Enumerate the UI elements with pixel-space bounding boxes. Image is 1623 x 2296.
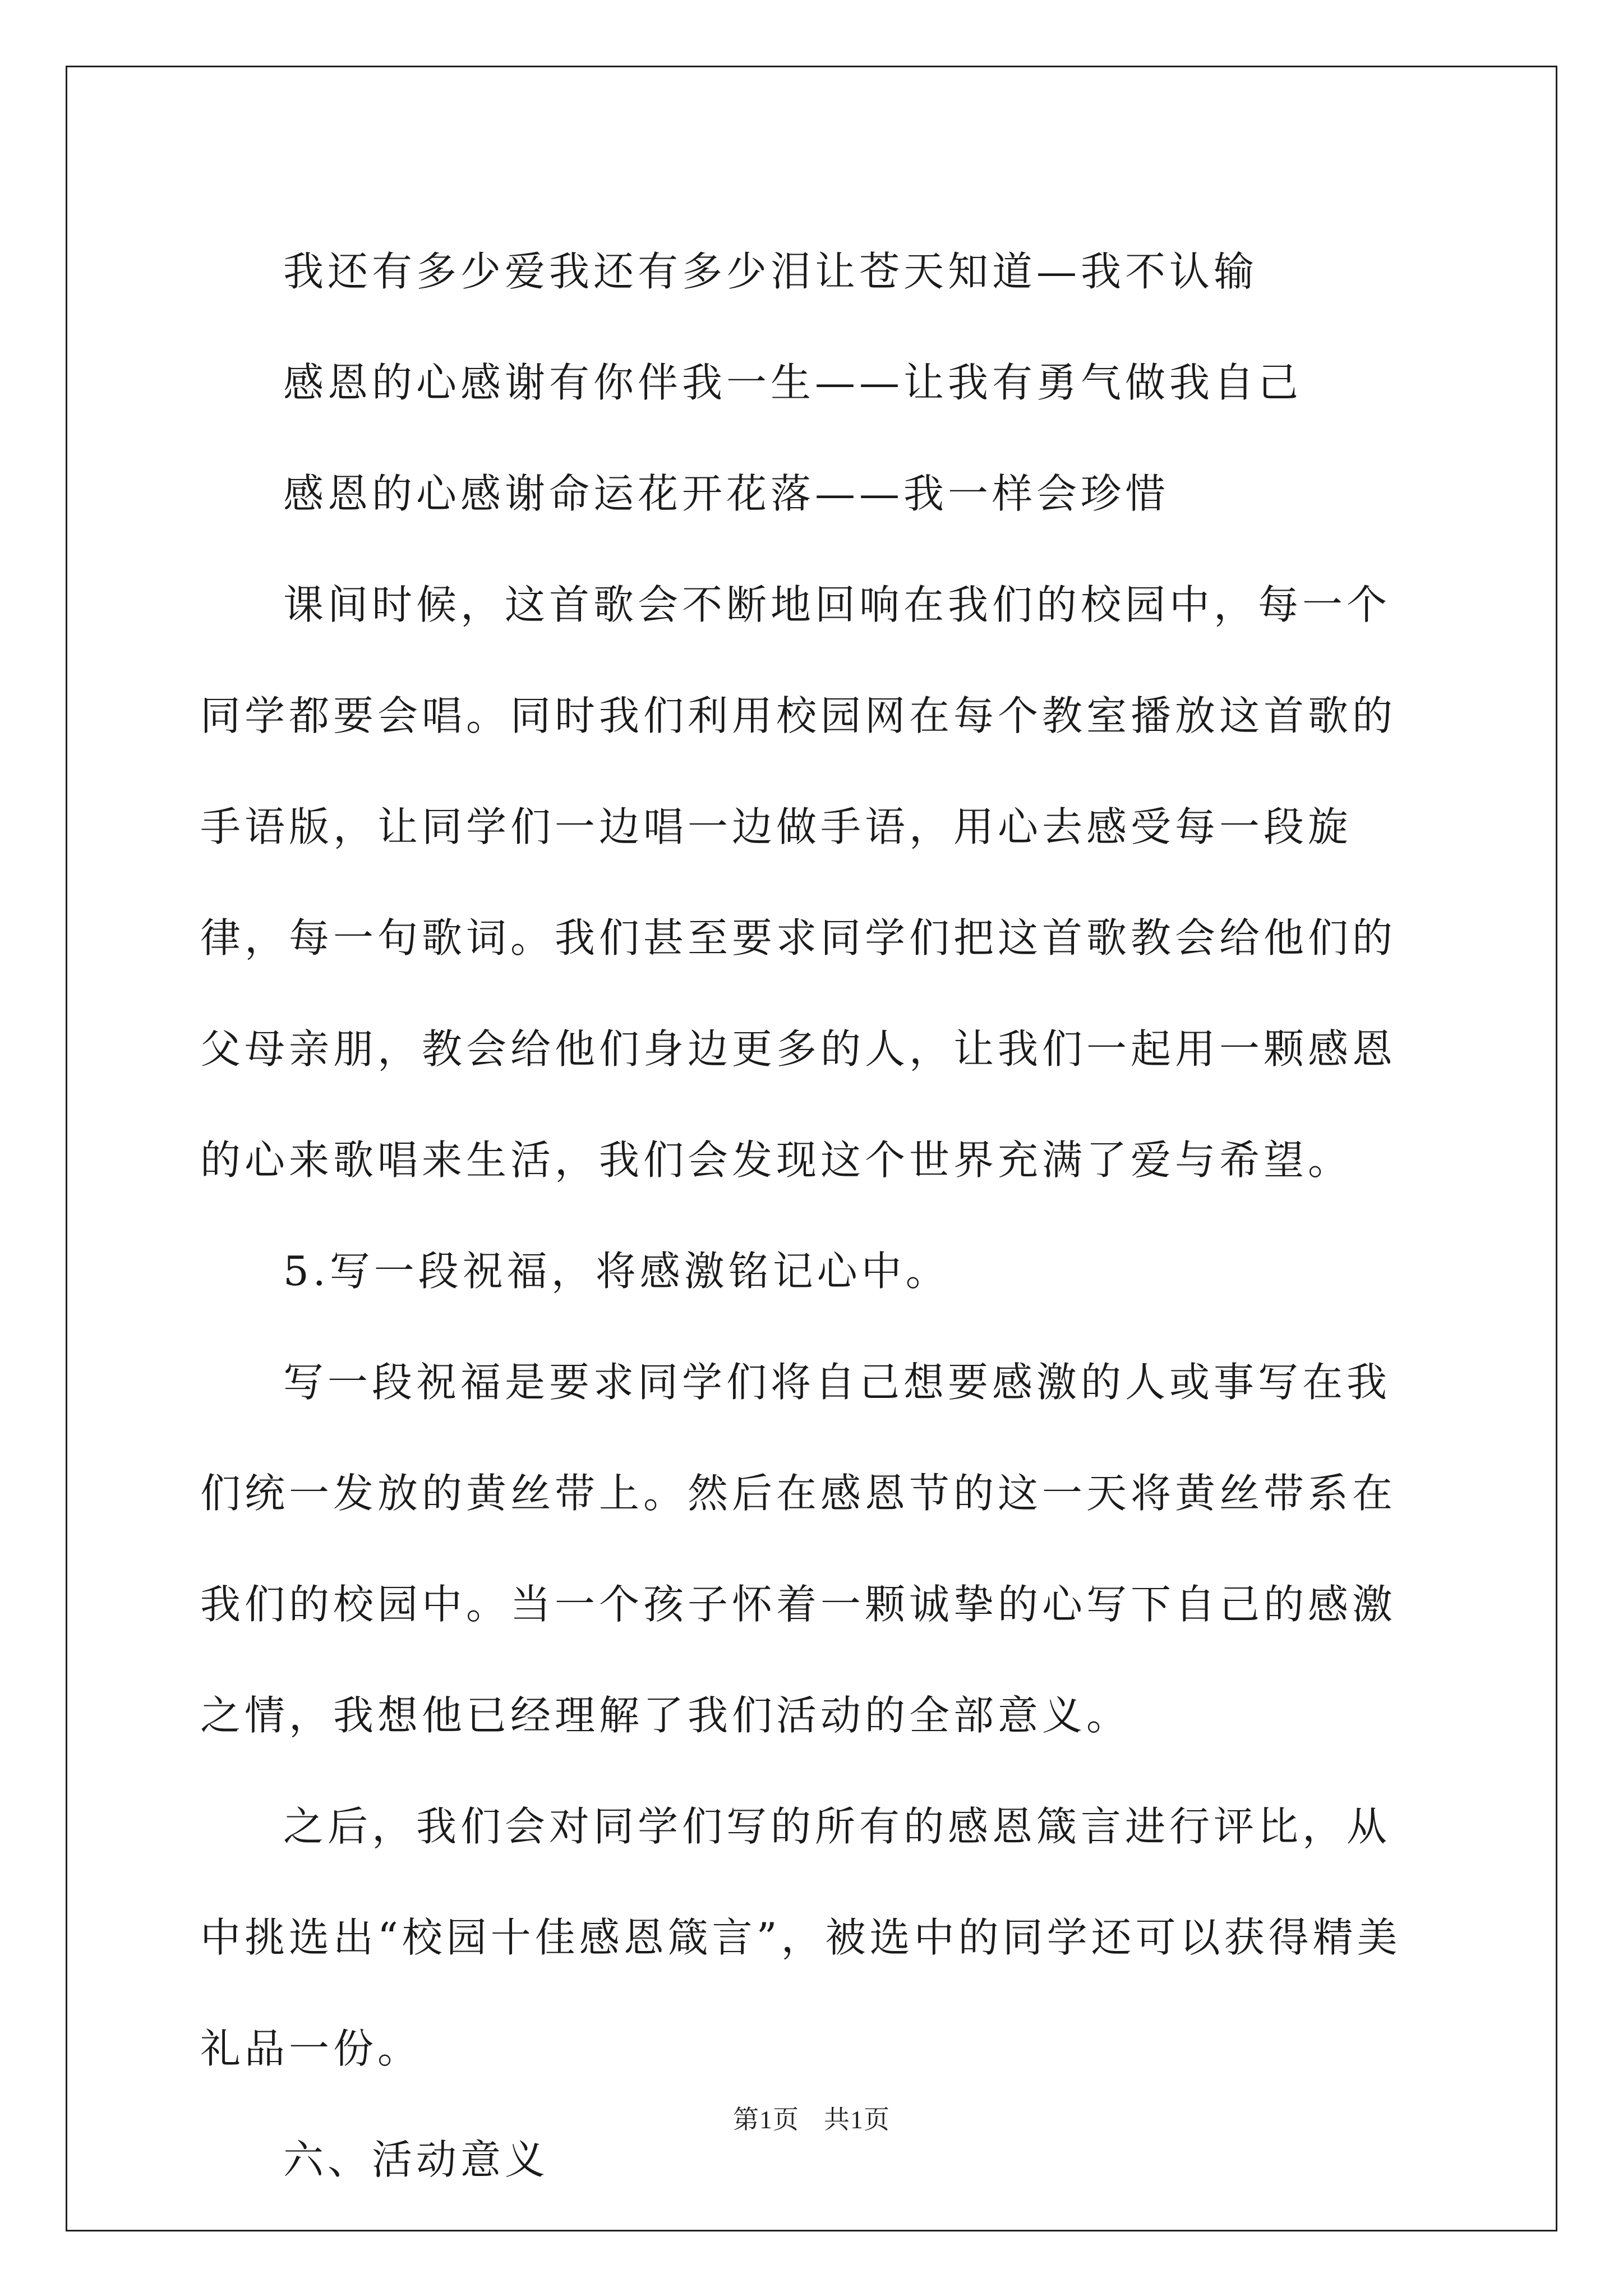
paragraph: 5.写一段祝福，将感激铭记心中。	[283, 1248, 950, 1295]
page-number-current: 第1页	[733, 2105, 799, 2134]
section-heading: 六、活动意义	[283, 2136, 550, 2183]
paragraph: 课间时候，这首歌会不断地回响在我们的校园中，每一个同学都要会唱。同时我们利用校园网在每个教室播放这首歌的手语版，让同学们一边唱一边做手语，用心去感受每一段旋律，每一句歌词。我们甚至要求同学们把这首歌教会给他们的父母亲朋，教会给他们身边更多的人，让我们一起用一颗感恩的心来歌唱来生活，我们会发现这个世界充满了爱与希望。	[200, 581, 1397, 1184]
paragraph: 感恩的心感谢命运花开花落——我一样会珍惜	[283, 470, 1170, 517]
paragraph: 写一段祝福是要求同学们将自己想要感激的人或事写在我们统一发放的黄丝带上。然后在感恩节的这一天将黄丝带系在我们的校园中。当一个孩子怀着一颗诚挚的心写下自己的感激之情，我想他已经理解了我们活动的全部意义。	[200, 1359, 1397, 1739]
page-footer	[0, 2099, 1623, 2136]
page-number-total: 共1页	[824, 2105, 890, 2134]
paragraph: 感恩的心感谢有你伴我一生——让我有勇气做我自己	[283, 359, 1303, 406]
paragraph: 之后，我们会对同学们写的所有的感恩箴言进行评比，从中挑选出“校园十佳感恩箴言”，被选中的同学还可以获得精美礼品一份。	[200, 1803, 1401, 2072]
paragraph: 我还有多少爱我还有多少泪让苍天知道—我不认输	[283, 248, 1258, 295]
document-body	[200, 216, 1426, 2215]
